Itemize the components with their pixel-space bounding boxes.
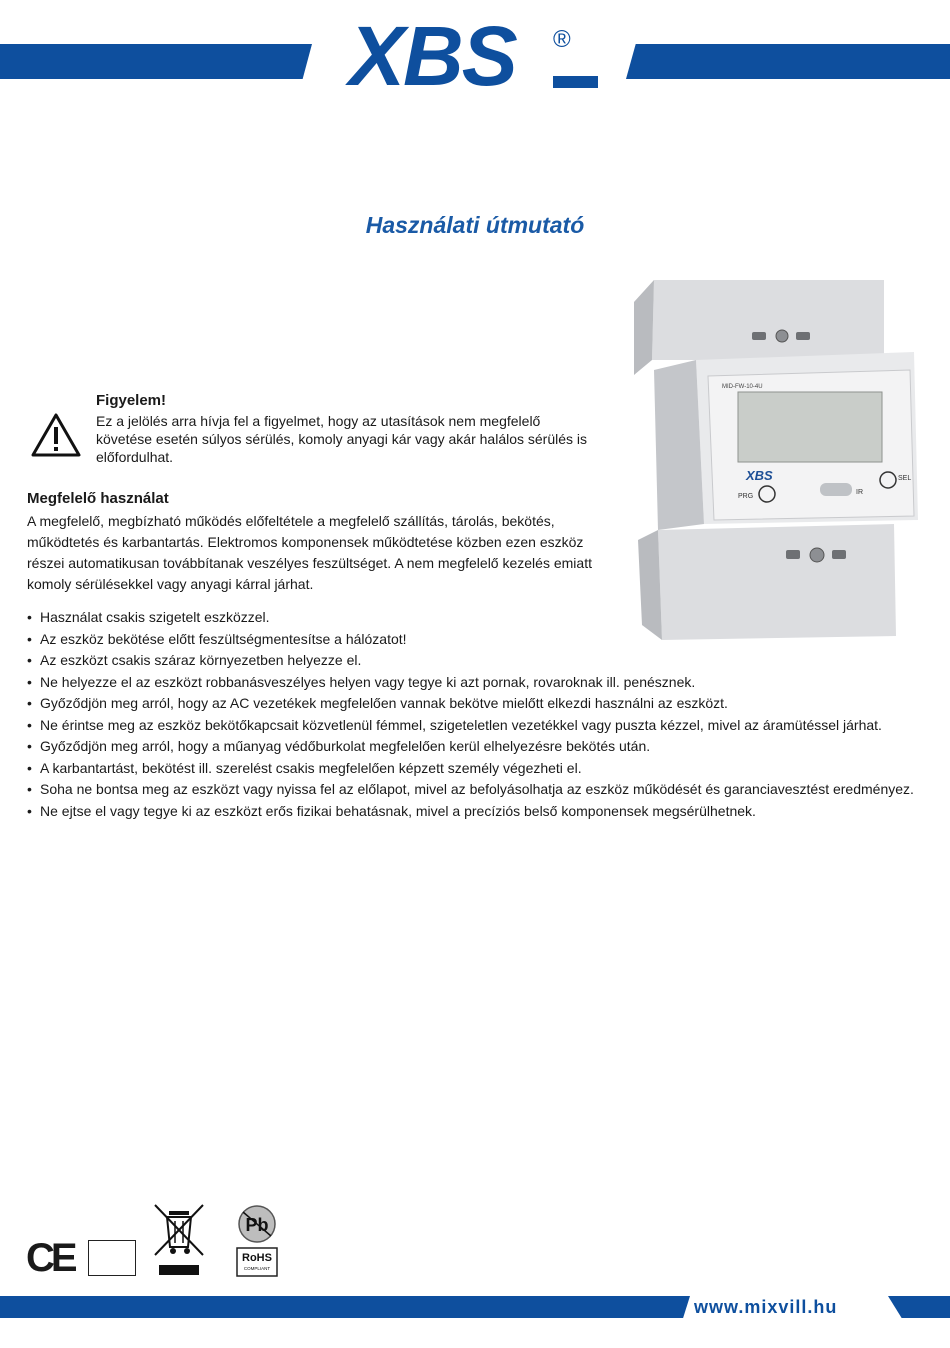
list-item: • Győződjön meg arról, hogy a műanyag védőburkolat megfelelően kerül elhelyezésre bekötés után. xyxy=(27,736,932,758)
energy-meter-image xyxy=(634,280,924,640)
prg-label: PRG xyxy=(738,493,754,500)
list-item: • Az eszköz bekötése előtt feszültségmentesítse a hálózatot! xyxy=(27,629,932,651)
device-brand-label: XBS xyxy=(746,468,773,483)
rohs-label: RoHS xyxy=(242,1252,272,1264)
warning-text: Ez a jelölés arra hívja fel a figyelmet, hogy az utasítások nem megfelelő követése esetén súlyos sérülés, komoly anyagi kár vagy akár halálos sérülés is előfordulhat. xyxy=(96,413,588,465)
list-item: • Használat csakis szigetelt eszközzel. xyxy=(27,607,932,629)
device-model-label: MID-FW-10-4U xyxy=(722,384,763,390)
warning-heading: Figyelem! xyxy=(96,392,167,409)
ir-label: IR xyxy=(856,489,863,496)
sel-label: SEL xyxy=(898,475,912,482)
brand-logo: XBS xyxy=(349,9,516,103)
header-band-right xyxy=(626,44,950,79)
proper-use-heading: Megfelelő használat xyxy=(27,490,169,507)
footer-band-left xyxy=(0,1296,690,1318)
pb-label: Pb xyxy=(245,1215,269,1235)
logo-underline xyxy=(553,76,598,88)
list-item: • Ne helyezze el az eszközt robbanásveszélyes helyen vagy tegye ki azt pornak, rovaroknak ill. penésznek. xyxy=(27,672,932,694)
document-title: Használati útmutató xyxy=(365,212,585,238)
ce-mark: CE xyxy=(26,1236,74,1280)
warning-triangle-icon xyxy=(30,412,82,458)
list-item: • Az eszközt csakis száraz környezetben helyezze el. xyxy=(27,650,932,672)
ce-number-box xyxy=(88,1240,136,1276)
list-item: • Győződjön meg arról, hogy az AC vezetékek megfelelően vannak bekötve mielőtt elkezdi használni az eszközt. xyxy=(27,693,932,715)
rohs-sub-label: COMPLIANT xyxy=(243,1266,271,1271)
registered-mark: ® xyxy=(553,26,571,53)
list-item: • Soha ne bontsa meg az eszközt vagy nyissa fel az előlapot, mivel az befolyásolhatja az eszköz működését és garanciavesztést eredményez. xyxy=(27,779,932,801)
header-band-left xyxy=(0,44,312,79)
footer-band-right xyxy=(888,1296,950,1318)
safety-list xyxy=(27,607,932,822)
weee-bin-icon xyxy=(153,1203,205,1277)
pb-free-rohs-icon xyxy=(235,1204,279,1278)
proper-use-text: A megfelelő, megbízható működés előfeltétele a megfelelő szállítás, tárolás, bekötés, működtetés és karbantartás. Elektromos komponensek működtetése közben ezen eszköz részei automatikusan továbbítanak veszélyes feszültséget. A nem megfelelő kezelés emiatt komoly sérülésekkel vagy anyagi kárral járhat. xyxy=(27,513,592,592)
list-item: • A karbantartást, bekötést ill. szerelést csakis megfelelően képzett személy végezheti el. xyxy=(27,758,932,780)
list-item: • Ne érintse meg az eszköz bekötőkapcsait közvetlenül fémmel, szigeteletlen vezetékkel vagy puszta kézzel, mivel az áramütéssel járhat. xyxy=(27,715,932,737)
footer-website-link[interactable]: www.mixvill.hu xyxy=(694,1297,838,1317)
list-item: • Ne ejtse el vagy tegye ki az eszközt erős fizikai behatásnak, mivel a precíziós belső komponensek megsérülhetnek. xyxy=(27,801,932,823)
